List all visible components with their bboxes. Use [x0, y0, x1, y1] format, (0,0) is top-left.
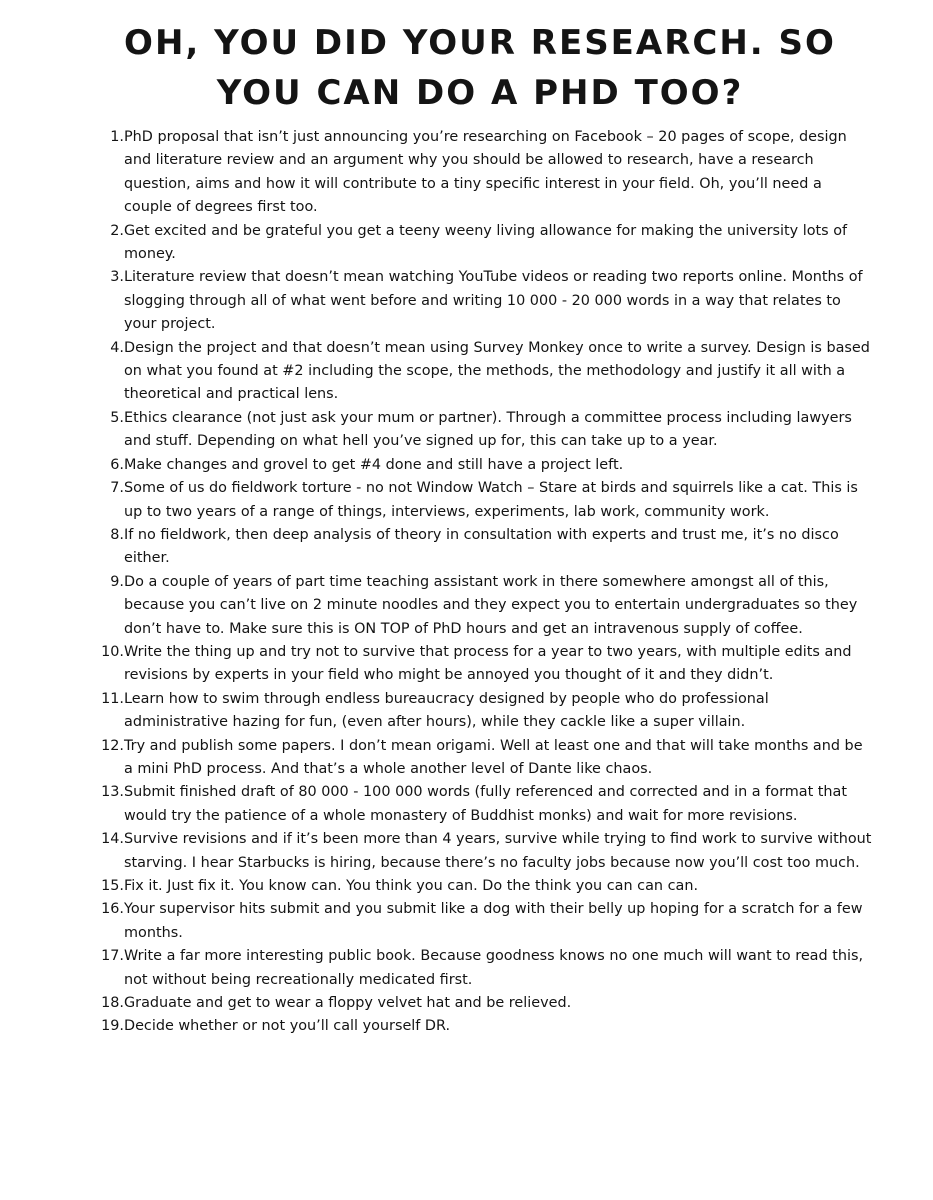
item-text: Decide whether or not you’ll call yourself DR.: [124, 1018, 451, 1035]
list-item: [106, 477, 873, 524]
item-text: Get excited and be grateful you get a teeny weeny living allowance for making the university lots of money.: [124, 222, 848, 263]
item-text: Write a far more interesting public book. Because goodness knows no one much will want to read this, not without being recreationally medicated first.: [124, 948, 864, 988]
item-text: Literature review that doesn’t mean watching YouTube videos or reading two reports online. Months of slogging through all of what went before and writing 10 000 - 20 000 words in a way that relates to your project.: [124, 269, 863, 333]
item-number: 5.: [110, 409, 124, 426]
item-text: Design the project and that doesn’t mean using Survey Monkey once to write a survey. Design is based on what you found at #2 including the scope, the methods, the methodology and justify it all with a theoretical and practical lens.: [124, 339, 870, 403]
item-text: Fix it. Just fix it. You know can. You think you can. Do the think you can can can.: [124, 878, 699, 894]
list-item: [106, 220, 873, 267]
item-number: 13.: [101, 784, 124, 801]
item-number: 14.: [101, 831, 124, 848]
list-item: [106, 126, 873, 220]
list-item: [106, 454, 873, 477]
item-text: Some of us do fieldwork torture - no not Window Watch – Stare at birds and squirrels like a cat. This is up to two years of a range of things, interviews, experiments, lab work, community work.: [124, 480, 858, 520]
list-item: [101, 1015, 873, 1038]
item-text: Ethics clearance (not just ask your mum or partner). Through a committee process including lawyers and stuff. Depending on what hell you’ve signed up for, this can take up to a year.: [124, 409, 852, 450]
item-text: PhD proposal that isn’t just announcing you’re researching on Facebook – 20 pages of scope, design and literature review and an argument why you should be allowed to research, have a research question, aims and how it will contribute to a tiny specific interest in your field. Oh, you’ll need a couple of degrees first too.: [124, 129, 847, 216]
list-item: [106, 337, 873, 407]
item-number: 4.: [110, 339, 124, 356]
item-text: Submit finished draft of 80 000 - 100 000 words (fully referenced and corrected and in a format that would try the patience of a whole monastery of Buddhist monks) and wait for more revisions.: [124, 784, 848, 824]
item-number: 9.: [110, 573, 124, 590]
item-text: Learn how to swim through endless bureaucracy designed by people who do professional administrative hazing for fun, (even after hours), while they cackle like a super villain.: [124, 690, 769, 731]
page-title: OH, YOU DID YOUR RESEARCH. SO YOU CAN DO A PHD TOO?: [124, 23, 836, 113]
list-item: [106, 407, 873, 454]
list-item: [101, 898, 873, 945]
list-item: [101, 781, 873, 828]
item-text: Do a couple of years of part time teaching assistant work in there somewhere amongst all of this, because you can’t live on 2 minute noodles and they expect you to entertain undergraduates so they don’t have to. Make sure this is ON TOP of PhD hours and get an intravenous supply of coffee.: [124, 573, 858, 637]
item-number: 6.: [110, 456, 124, 473]
list-item: [106, 571, 873, 641]
item-text: If no fieldwork, then deep analysis of theory in consultation with experts and trust me, it’s no disco either.: [124, 526, 839, 567]
item-number: 19.: [101, 1018, 124, 1035]
item-number: 3.: [110, 269, 124, 286]
item-number: 10.: [101, 643, 124, 660]
item-number: 2.: [110, 222, 124, 239]
item-number: 17.: [101, 948, 124, 965]
list-item: [101, 828, 873, 875]
list-item: [101, 945, 873, 992]
item-number: 16.: [101, 901, 124, 918]
list-item: [101, 992, 873, 1015]
list-item: [101, 688, 873, 735]
item-number: 8.: [110, 526, 124, 543]
item-number: 7.: [110, 480, 124, 497]
list-item: [101, 641, 873, 688]
list-item: [101, 735, 873, 782]
item-text: Graduate and get to wear a floppy velvet hat and be relieved.: [124, 995, 572, 1012]
item-text: Make changes and grovel to get #4 done and still have a project left.: [124, 456, 624, 473]
item-number: 18.: [101, 995, 124, 1012]
list-item: [106, 266, 873, 336]
item-text: Survive revisions and if it’s been more than 4 years, survive while trying to find work to survive without starving. I hear Starbucks is hiring, because there’s no faculty jobs because now you’ll cost too much.: [124, 831, 872, 871]
item-number: 1.: [110, 129, 124, 145]
item-number: 12.: [101, 737, 124, 754]
item-text: Write the thing up and try not to survive that process for a year to two years, with multiple edits and revisions by experts in your field who might be annoyed you thought of it and they didn’t.: [124, 643, 852, 684]
item-text: Try and publish some papers. I don’t mean origami. Well at least one and that will take months and be a mini PhD process. And that’s a whole another level of Dante like chaos.: [124, 737, 863, 777]
list-item: [101, 875, 873, 898]
list-item: [106, 524, 873, 571]
item-text: Your supervisor hits submit and you submit like a dog with their belly up hoping for a scratch for a few months.: [124, 901, 863, 941]
numbered-list: [101, 126, 873, 1039]
item-number: 15.: [101, 878, 124, 894]
item-number: 11.: [101, 690, 124, 707]
